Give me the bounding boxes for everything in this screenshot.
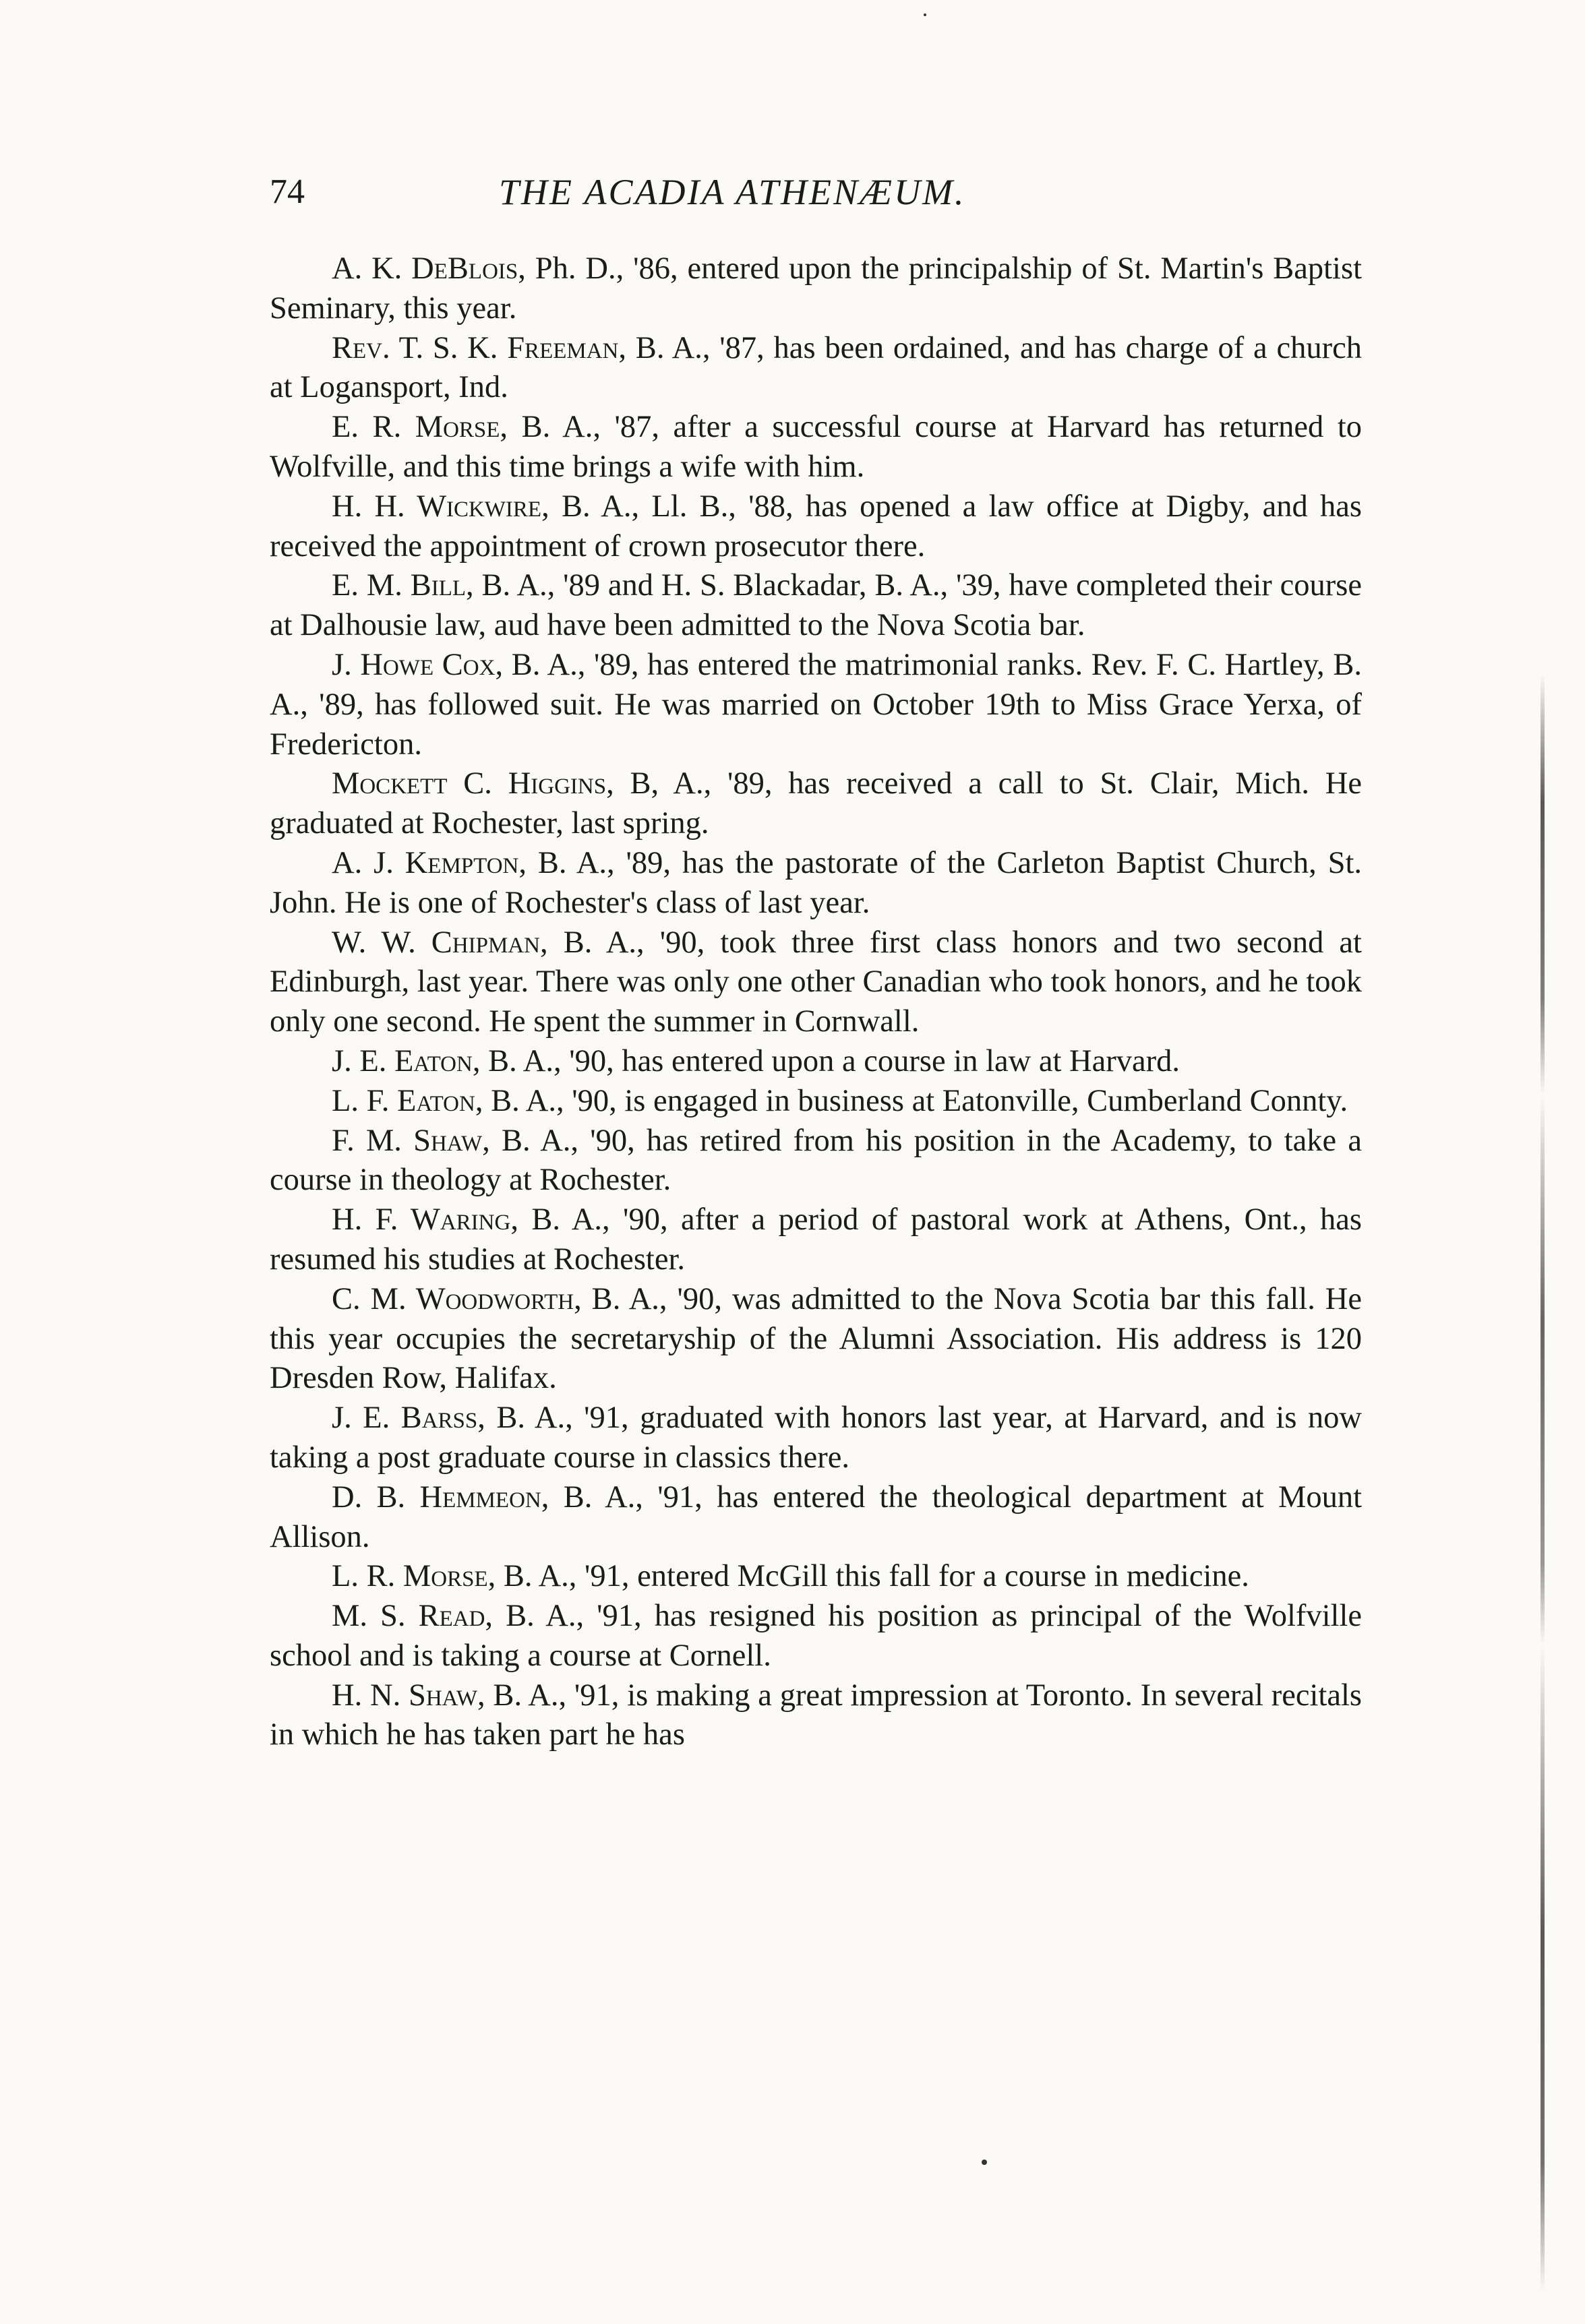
alumni-entry-text: , B. A., '89 and H. S. Blackadar, B. A., '39, have completed their course at Dalhousie law, aud have been admitted to the Nova Scotia bar. — [270, 568, 1362, 643]
alumni-entry-text: , B. A., '89, has entered the matrimonial ranks. Rev. F. C. Hartley, B. A., '89, has followed suit. He was married on October 19th to Miss Grace Yerxa, of Fredericton. — [270, 647, 1362, 762]
alumni-entry-text: , B. A., '91, entered McGill this fall for a course in medicine. — [487, 1559, 1249, 1594]
alumni-name: W. W. Chipman — [332, 925, 540, 960]
alumni-entry-text: , B. A., '91, is making a great impression at Toronto. In several recitals in which he has taken part he has — [270, 1678, 1362, 1752]
alumni-entry — [270, 1676, 1362, 1756]
alumni-entry-text: , B. A., '90, took three first class honors and two second at Edinburgh, last year. There was only one other Canadian who took honors, and he took only one second. He spent the summer in Cornwall. — [270, 925, 1362, 1039]
alumni-name: E. M. Bill — [332, 568, 467, 603]
alumni-entry-text: , Ph. D., '86, entered upon the principalship of St. Martin's Baptist Seminary, this year. — [270, 251, 1362, 326]
alumni-entry-text: , B. A., '90, was admitted to the Nova Scotia bar this fall. He this year occupies the secretaryship of the Alumni Association. His address is 120 Dresden Row, Halifax. — [270, 1281, 1363, 1396]
page-header — [270, 162, 1362, 222]
alumni-name: A. K. DeBlois — [332, 251, 518, 286]
running-title: THE ACADIA ATHENÆUM. — [499, 172, 966, 212]
alumni-name: H. F. Waring — [332, 1202, 511, 1237]
alumni-entry — [270, 408, 1362, 487]
alumni-name: H. H. Wickwire — [332, 489, 542, 524]
alumni-entry — [270, 1122, 1362, 1201]
alumni-entry-text: , B. A., '90, is engaged in business at Eatonville, Cumberland Connty. — [475, 1083, 1348, 1118]
alumni-entry — [270, 764, 1362, 844]
scan-speck — [924, 13, 926, 16]
alumni-name: F. M. Shaw — [332, 1123, 483, 1158]
alumni-entry — [270, 844, 1362, 923]
alumni-entry — [270, 923, 1362, 1042]
alumni-entry-text: , B. A., '91, graduated with honors last year, at Harvard, and is now taking a post graduate course in classics there. — [270, 1401, 1362, 1475]
alumni-entry — [270, 487, 1362, 567]
scan-edge-mark — [1541, 674, 1545, 2292]
alumni-entry — [270, 1082, 1362, 1122]
alumni-name: J. Howe Cox — [332, 647, 496, 682]
alumni-name: M. S. Read — [332, 1599, 485, 1634]
alumni-entry — [270, 1042, 1362, 1082]
alumni-entry — [270, 1280, 1362, 1399]
alumni-entry — [270, 249, 1362, 329]
alumni-entry — [270, 646, 1362, 764]
alumni-entry — [270, 1478, 1362, 1558]
alumni-entry — [270, 1557, 1362, 1597]
alumni-name: Rev. T. S. K. Freeman — [332, 330, 619, 365]
alumni-name: L. F. Eaton — [332, 1083, 475, 1118]
alumni-name: E. R. Morse — [332, 410, 500, 445]
alumni-notes-column — [270, 249, 1362, 1755]
alumni-entry-text: , B. A., '91, has entered the theological department at Mount Allison. — [270, 1479, 1362, 1554]
alumni-entry-text: , B. A., '87, has been ordained, and has charge of a church at Logansport, Ind. — [270, 330, 1362, 405]
alumni-name: C. M. Woodworth — [332, 1281, 574, 1316]
alumni-name: J. E. Barss — [332, 1401, 478, 1436]
alumni-name: L. R. Morse — [332, 1559, 488, 1594]
alumni-entry-text: , B. A., '87, after a successful course at Harvard has returned to Wolfville, and this time brings a wife with him. — [270, 410, 1362, 484]
alumni-entry-text: , B. A., '90, after a period of pastoral work at Athens, Ont., has resumed his studies at Rochester. — [270, 1202, 1363, 1277]
alumni-entry-text: , B. A., '91, has resigned his position as principal of the Wolfville school and is taking a course at Cornell. — [270, 1599, 1362, 1673]
alumni-entry — [270, 1399, 1362, 1478]
alumni-name: H. N. Shaw — [332, 1678, 478, 1713]
alumni-entry-text: , B. A., Ll. B., '88, has opened a law office at Digby, and has received the appointment of crown prosecutor there. — [270, 489, 1362, 563]
alumni-entry — [270, 1597, 1362, 1676]
alumni-entry — [270, 566, 1362, 646]
alumni-name: Mockett C. Higgins — [332, 766, 607, 801]
alumni-entry — [270, 329, 1362, 408]
alumni-entry-text: , B. A., '90, has entered upon a course in law at Harvard. — [472, 1043, 1180, 1078]
page-number: 74 — [270, 173, 305, 211]
alumni-name: A. J. Kempton — [332, 845, 519, 880]
alumni-name: J. E. Eaton — [332, 1043, 473, 1078]
alumni-name: D. B. Hemmeon — [332, 1479, 541, 1515]
alumni-entry-text: , B, A., '89, has received a call to St. Clair, Mich. He graduated at Rochester, last spring. — [270, 766, 1363, 841]
scan-speck — [982, 2160, 987, 2165]
alumni-entry-text: , B. A., '89, has the pastorate of the Carleton Baptist Church, St. John. He is one of Rochester's class of last year. — [270, 845, 1362, 920]
alumni-entry-text: , B. A., '90, has retired from his position in the Academy, to take a course in theology at Rochester. — [270, 1123, 1362, 1198]
alumni-entry — [270, 1200, 1362, 1280]
